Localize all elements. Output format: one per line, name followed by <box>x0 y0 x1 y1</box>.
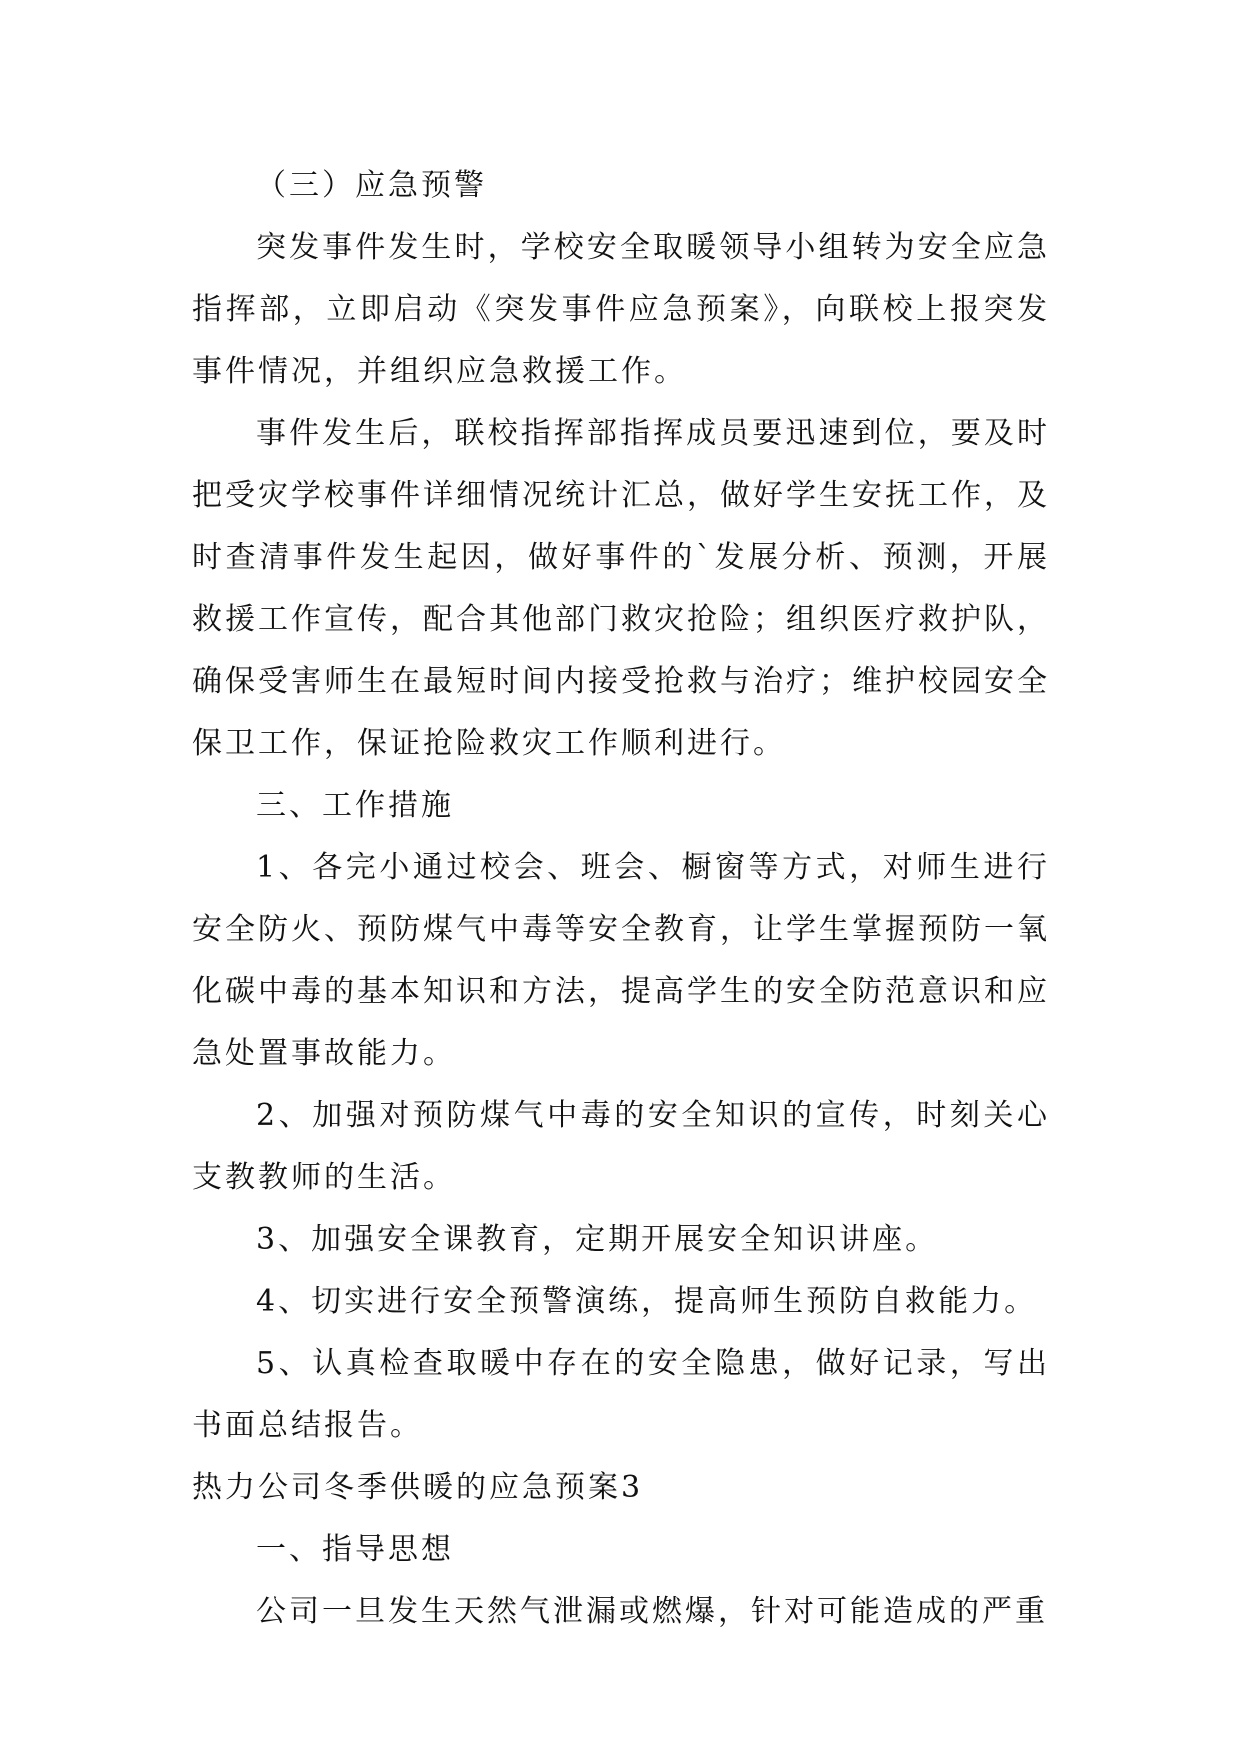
list-item: 4、切实进行安全预警演练，提高师生预防自救能力。 <box>256 1284 1038 1319</box>
section-heading-guiding-ideology: 一、指导思想 <box>256 1532 454 1567</box>
document-title: 热力公司冬季供暖的应急预案3 <box>192 1470 644 1505</box>
section-heading-emergency-warning: （三）应急预警 <box>256 168 487 203</box>
paragraph: 事件发生后，联校指挥部指挥成员要迅速到位，要及时把受灾学校事件详细情况统计汇总，做好学生安抚工作，及时查清事件发生起因，做好事件的`发展分析、预测，开展救援工作宣传，配合其他部门救灾抢险；组织医疗救护队，确保受害师生在最短时间内接受抢救与治疗；维护校园安全保卫工作，保证抢险救灾工作顺利进行。 <box>192 416 1050 761</box>
paragraph: 公司一旦发生天然气泄漏或燃爆，针对可能造成的严重 <box>256 1594 1048 1629</box>
paragraph: 突发事件发生时，学校安全取暖领导小组转为安全应急指挥部，立即启动《突发事件应急预案》，向联校上报突发事件情况，并组织应急救援工作。 <box>192 230 1050 389</box>
list-item: 2、加强对预防煤气中毒的安全知识的宣传，时刻关心支教教师的生活。 <box>192 1098 1050 1195</box>
section-heading-work-measures: 三、工作措施 <box>256 788 454 823</box>
list-item: 5、认真检查取暖中存在的安全隐患，做好记录，写出书面总结报告。 <box>192 1346 1050 1443</box>
list-item: 3、加强安全课教育，定期开展安全知识讲座。 <box>256 1222 939 1257</box>
list-item: 1、各完小通过校会、班会、橱窗等方式，对师生进行安全防火、预防煤气中毒等安全教育，让学生掌握预防一氧化碳中毒的基本知识和方法，提高学生的安全防范意识和应急处置事故能力。 <box>192 850 1050 1071</box>
document-body <box>192 155 1050 1643</box>
